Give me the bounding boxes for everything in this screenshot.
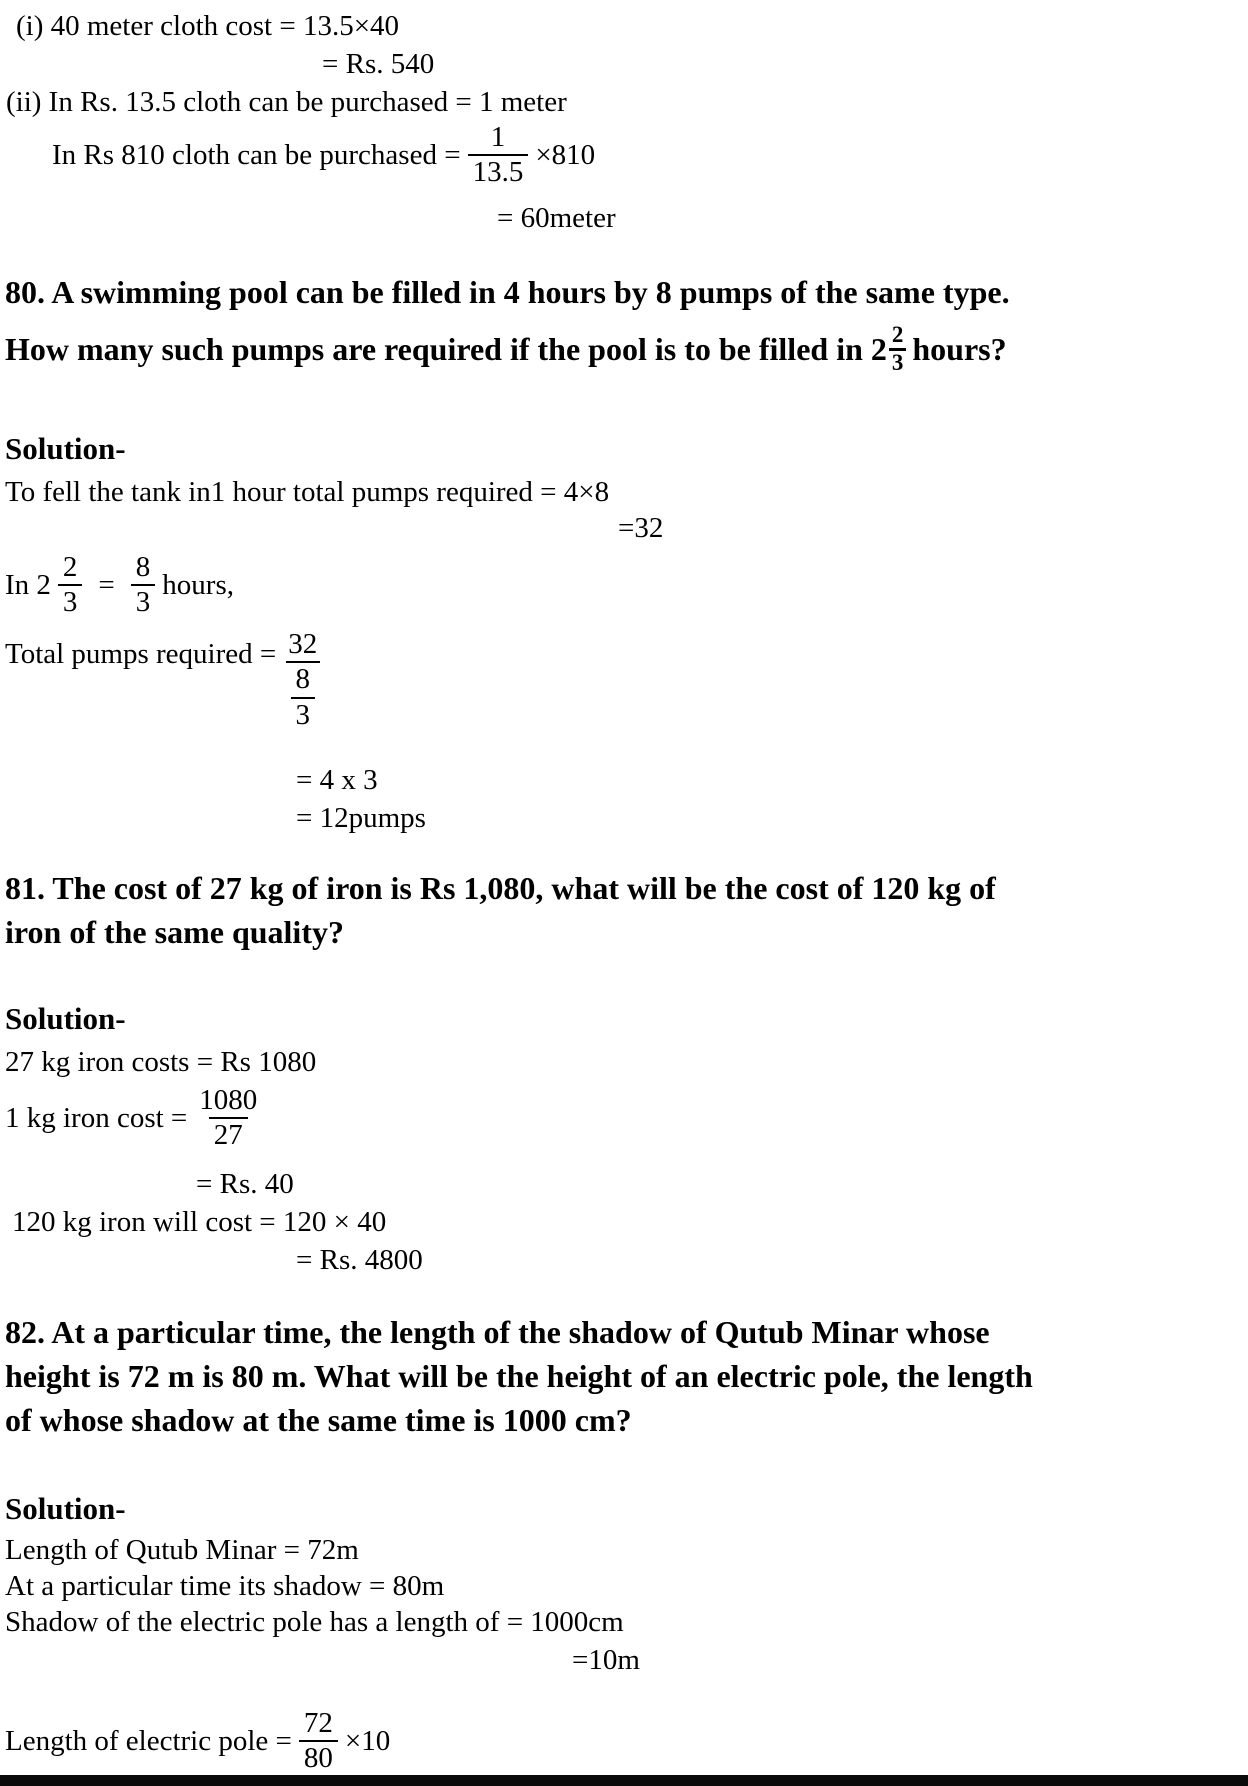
q82-heading-line1: 82. At a particular time, the length of the shadow of Qutub Minar whose	[5, 1314, 990, 1350]
q80-solution-label: Solution-	[5, 431, 126, 466]
q81-solution-label: Solution-	[5, 1001, 126, 1036]
fraction-numerator: 2	[62, 550, 78, 583]
q80-step-2: =32	[618, 512, 664, 544]
fraction-numerator: 32	[288, 628, 318, 660]
fraction-numerator: 2	[891, 322, 904, 348]
q81-step-4: 120 kg iron will cost = 120 × 40	[12, 1206, 387, 1238]
q82-step-1: Length of Qutub Minar = 72m	[5, 1534, 359, 1566]
fraction-denominator: 3	[291, 697, 316, 732]
q80-step-4-text: Total pumps required =	[5, 638, 277, 670]
q81-heading-line2: iron of the same quality?	[5, 914, 344, 950]
fraction-numerator: 1080	[199, 1083, 258, 1116]
q80-heading-line1: 80. A swimming pool can be filled in 4 hours by 8 pumps of the same type.	[5, 274, 1010, 310]
fraction-72-over-80	[299, 1707, 338, 1776]
fraction-denominator: 13.5	[468, 154, 529, 189]
q80-step-4	[5, 628, 329, 732]
fraction-denominator: 3	[889, 348, 907, 375]
intro-line-4-text: In Rs 810 cloth can be purchased =	[52, 138, 461, 171]
fraction-denominator: 3	[58, 584, 83, 619]
fraction-8-over-3	[131, 551, 156, 620]
q82-heading-line3: of whose shadow at the same time is 1000 cm?	[5, 1402, 632, 1438]
q80-step-6: = 12pumps	[296, 802, 426, 834]
intro-line-3: (ii) In Rs. 13.5 cloth can be purchased = 1 meter	[6, 86, 567, 118]
q82-heading-line2: height is 72 m is 80 m. What will be the height of an electric pole, the length	[5, 1358, 1033, 1394]
fraction-numerator: 8	[135, 550, 151, 583]
intro-line-4-post: ×810	[535, 138, 596, 171]
intro-line-1: (i) 40 meter cloth cost = 13.5×40	[16, 10, 400, 42]
q80-step-3	[5, 545, 234, 625]
q80-step-3-post: hours,	[162, 568, 234, 601]
q80-step-3-text: In 2	[5, 568, 51, 601]
q82-step-5	[5, 1700, 390, 1782]
fraction-denominator: 80	[299, 1740, 338, 1775]
q80-heading-line2-post: hours?	[912, 331, 1007, 367]
fraction-numerator: 72	[303, 1706, 333, 1739]
fraction-denominator: 27	[209, 1117, 248, 1152]
fraction-denominator	[286, 661, 321, 732]
q81-step-3: = Rs. 40	[196, 1168, 294, 1200]
q80-step-1: To fell the tank in1 hour total pumps required = 4×8	[5, 476, 610, 508]
q81-step-5: = Rs. 4800	[296, 1244, 423, 1276]
q82-step-4: =10m	[572, 1644, 640, 1676]
fraction-numerator: 8	[295, 663, 310, 696]
page-edge-bar	[0, 1775, 1248, 1786]
fraction-2-over-3	[58, 551, 83, 620]
q81-step-2	[5, 1078, 269, 1158]
intro-line-2: = Rs. 540	[322, 48, 435, 80]
fraction-1080-over-27	[194, 1084, 262, 1153]
q82-solution-label: Solution-	[5, 1491, 126, 1526]
q80-step-5: = 4 x 3	[296, 764, 378, 796]
intro-line-5: = 60meter	[497, 202, 616, 234]
equals-sign: =	[98, 568, 115, 601]
q82-step-5-text: Length of electric pole =	[5, 1724, 292, 1757]
inner-fraction-8-over-3	[291, 663, 316, 732]
fraction-denominator: 3	[131, 584, 156, 619]
fraction-2-over-3-heading	[889, 323, 907, 374]
fraction-1-over-13-5	[468, 121, 529, 190]
q80-heading-line2-text: How many such pumps are required if the pool is to be filled in 2	[5, 331, 887, 367]
q82-step-3: Shadow of the electric pole has a length of = 1000cm	[5, 1606, 624, 1638]
nested-fraction-32-over-8-3	[283, 628, 322, 732]
q81-step-2-text: 1 kg iron cost =	[5, 1101, 188, 1134]
q82-step-5-post: ×10	[344, 1724, 391, 1757]
q81-step-1: 27 kg iron costs = Rs 1080	[5, 1046, 317, 1078]
intro-line-4	[52, 116, 595, 194]
q80-heading-line2	[5, 318, 1007, 380]
q82-step-2: At a particular time its shadow = 80m	[5, 1570, 445, 1602]
fraction-numerator: 1	[490, 120, 506, 153]
q81-heading-line1: 81. The cost of 27 kg of iron is Rs 1,080, what will be the cost of 120 kg of	[5, 870, 996, 906]
